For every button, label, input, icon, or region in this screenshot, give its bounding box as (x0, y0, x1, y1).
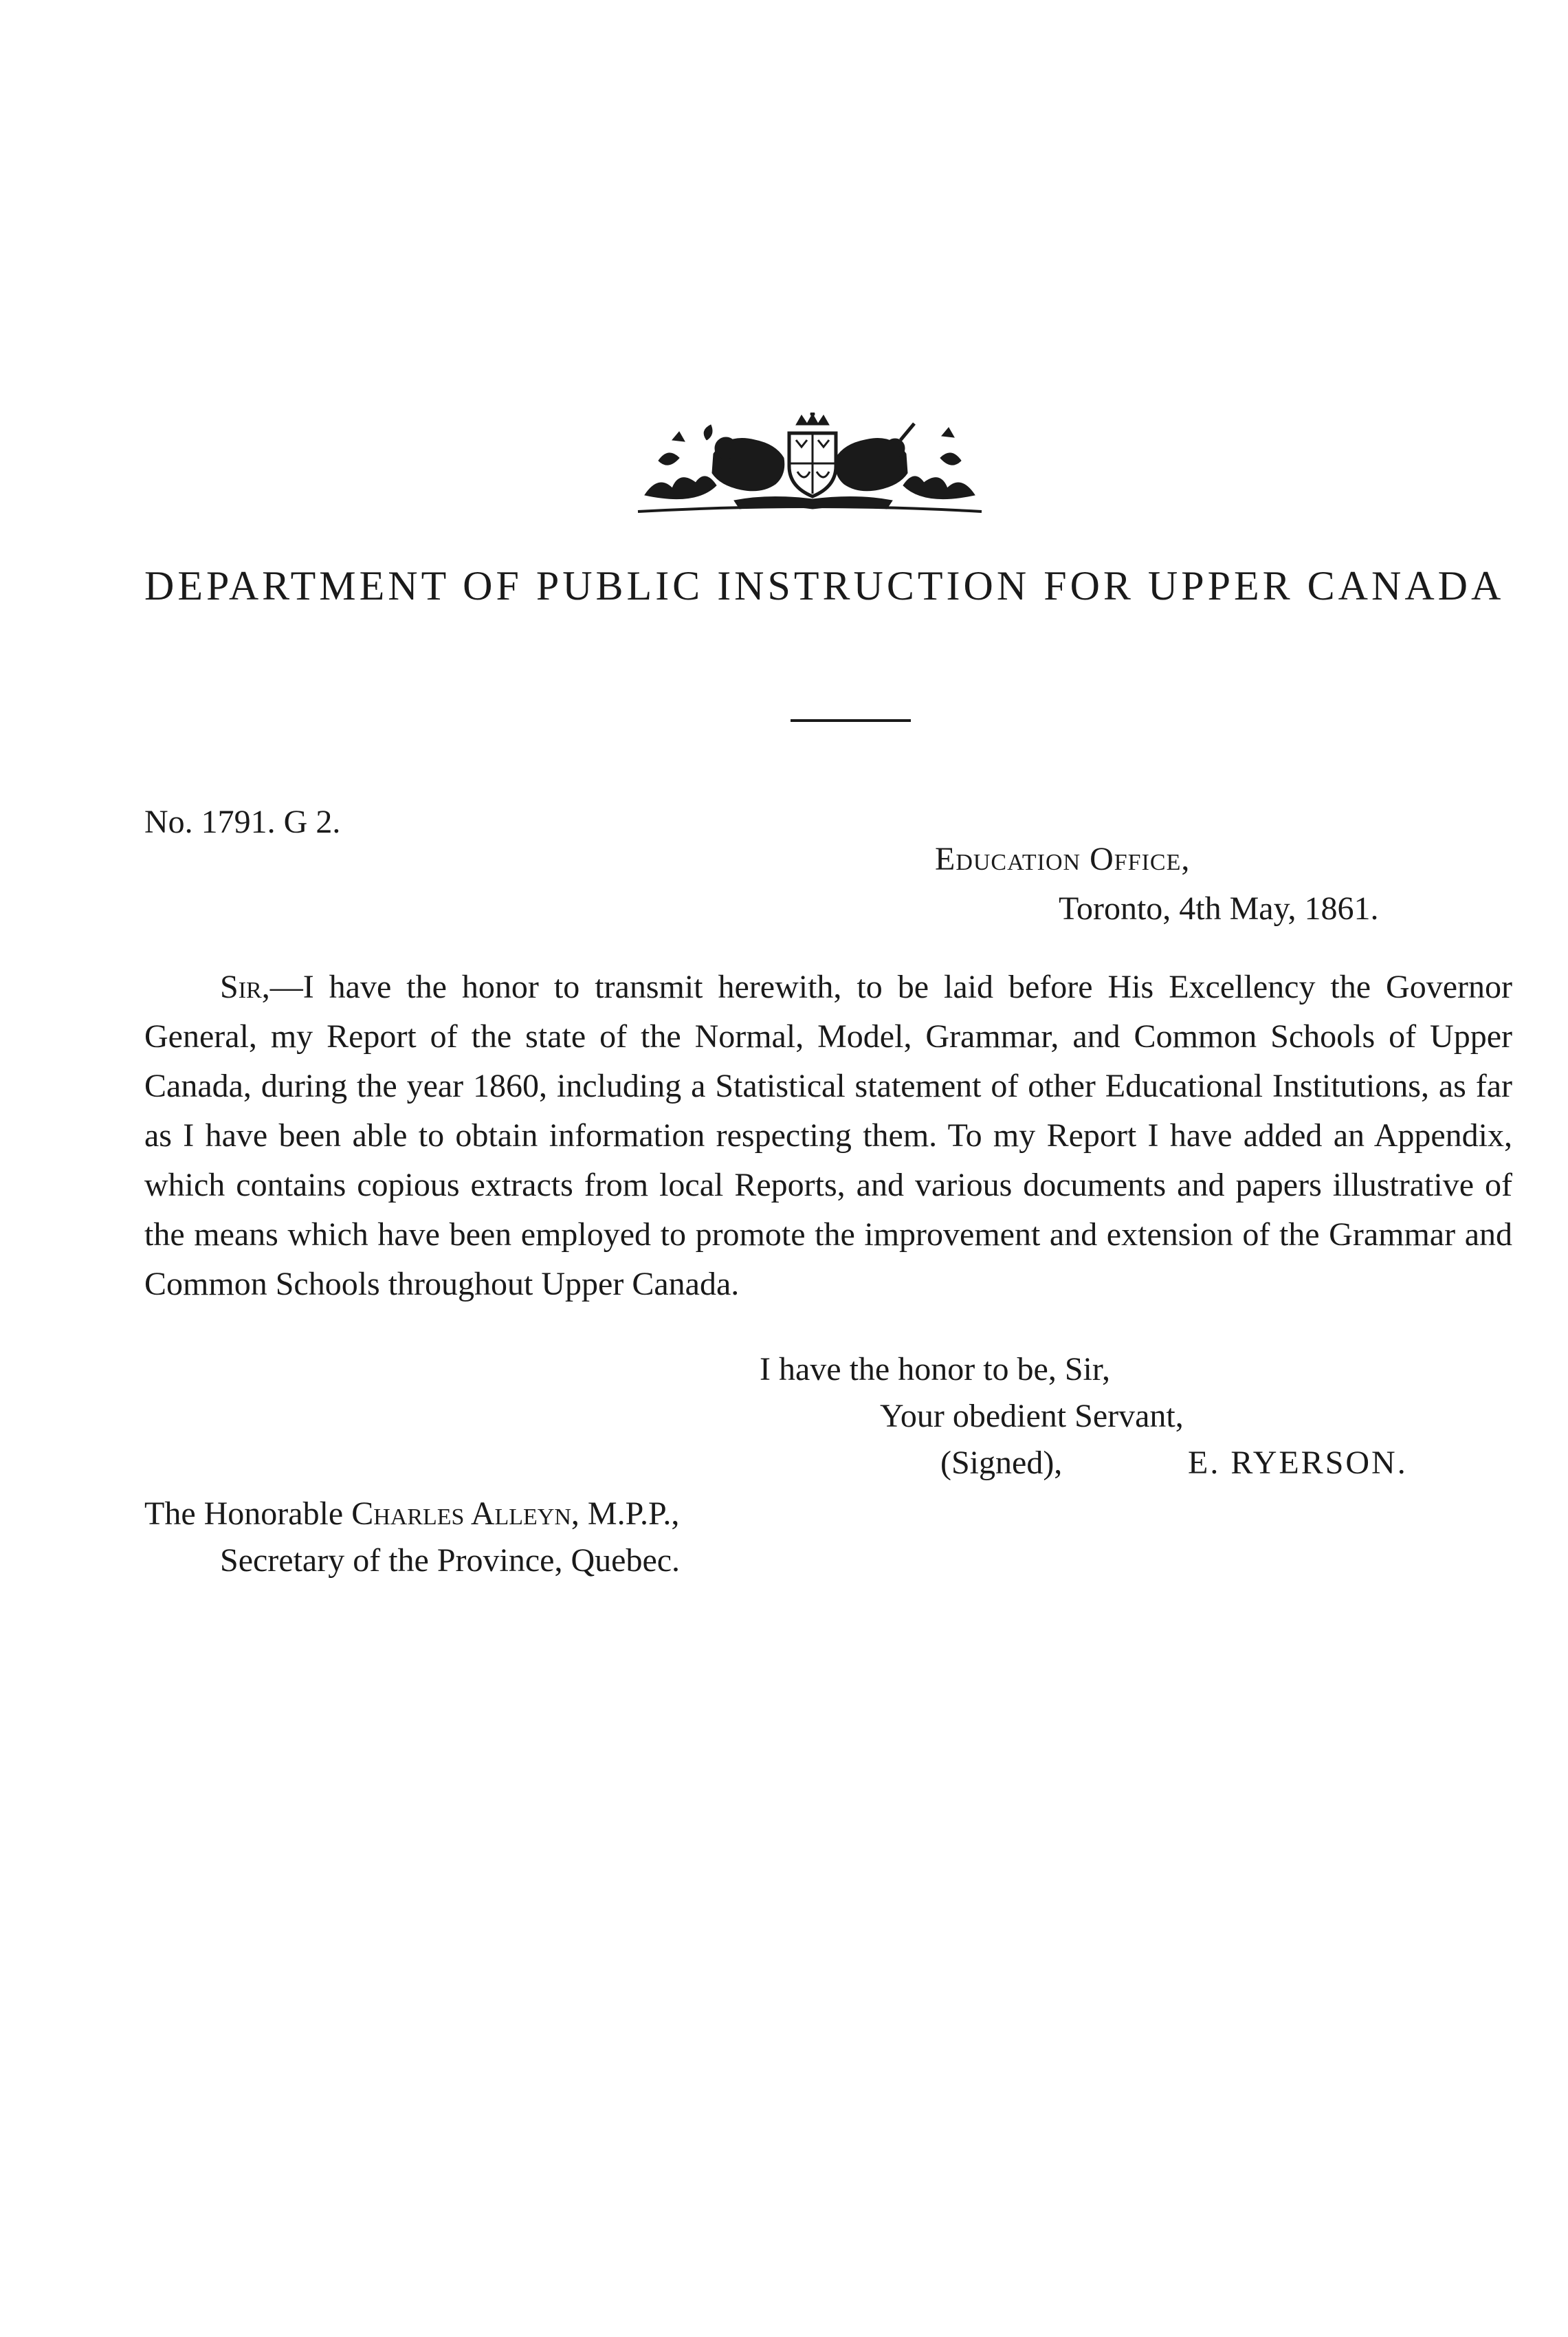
signed-label: (Signed), (940, 1445, 1063, 1481)
letter-body (144, 963, 1512, 1309)
signer-name: E. RYERSON. (1188, 1445, 1408, 1481)
heading-divider (791, 719, 911, 722)
department-heading: DEPARTMENT OF PUBLIC INSTRUCTION FOR UPPER CANADA (144, 563, 1505, 608)
place-and-date: Toronto, 4th May, 1861. (1059, 890, 1379, 927)
addressee-prefix: The Honorable (144, 1495, 344, 1532)
royal-coat-of-arms-emblem (631, 413, 989, 516)
salutation: Sir, (220, 969, 270, 1005)
closing-line-2: Your obedient Servant, (880, 1398, 1184, 1434)
addressee-line (144, 1495, 679, 1533)
letter-body-text: —I have the honor to transmit herewith, to be laid before His Excellency the Governor General, my Report of the state of the Normal, Model, Grammar, and Common Schools of Upper Canada, during the year 1860, including a Statistical statement of other Educational Institutions, as far as I have been able to obtain information respecting them. To my Report I have added an Appendix, which contains copious extracts from local Reports, and various documents and papers illustrative of the means which have been employed to promote the improvement and extension of the Grammar and Common Schools throughout Upper Canada. (144, 969, 1512, 1302)
addressee-name: Charles Alleyn (351, 1495, 571, 1532)
addressee-suffix: , M.P.P., (571, 1495, 680, 1532)
office-name: Education Office, (935, 841, 1191, 877)
addressee-title: Secretary of the Province, Quebec. (220, 1542, 681, 1579)
closing-line-1: I have the honor to be, Sir, (760, 1351, 1110, 1387)
reference-number: No. 1791. G 2. (144, 804, 341, 840)
